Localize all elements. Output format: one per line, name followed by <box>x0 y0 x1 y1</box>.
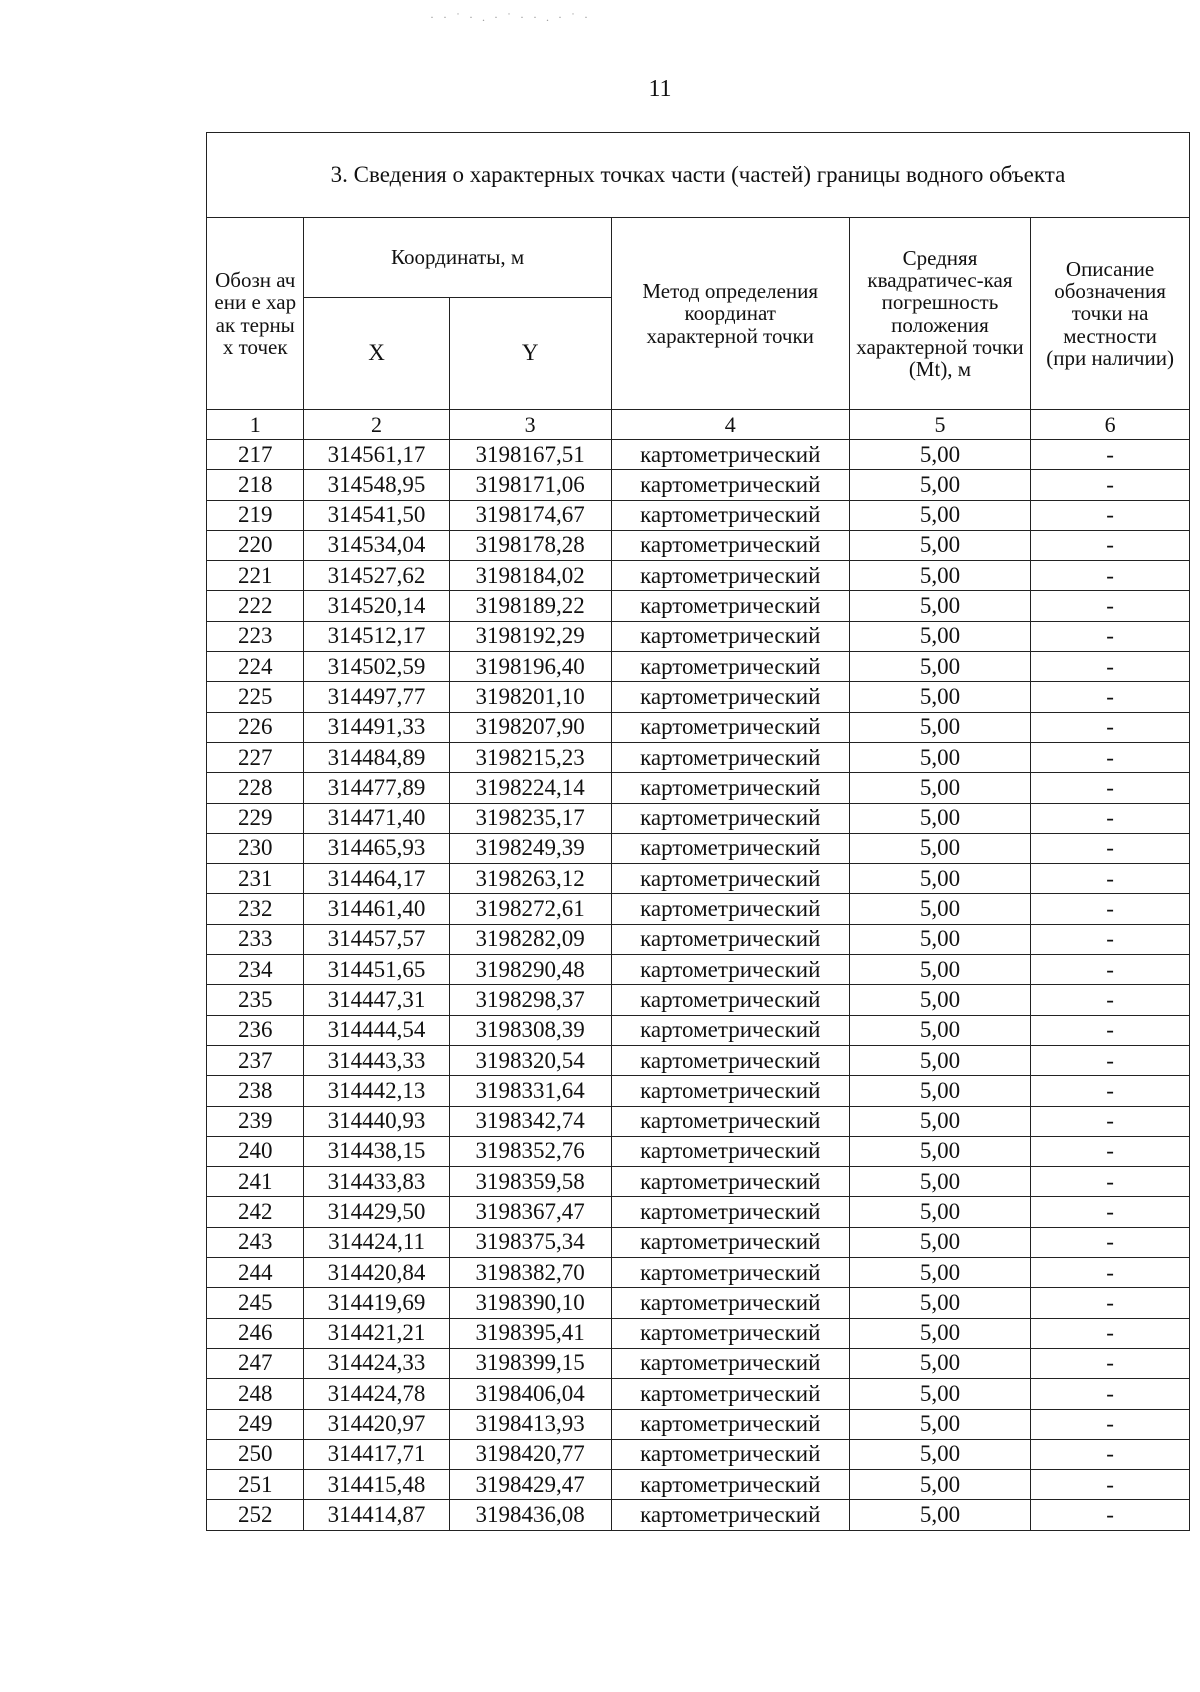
table-row <box>207 773 1190 803</box>
description-cell: - <box>1031 530 1190 560</box>
method-cell: картометрический <box>611 894 849 924</box>
method-cell: картометрический <box>611 1348 849 1378</box>
description-cell: - <box>1031 1015 1190 1045</box>
description-cell: - <box>1031 621 1190 651</box>
table-row <box>207 530 1190 560</box>
point-number-cell: 239 <box>207 1106 304 1136</box>
y-coordinate-cell: 3198249,39 <box>449 833 611 863</box>
point-number-cell: 250 <box>207 1439 304 1469</box>
table-row <box>207 985 1190 1015</box>
description-cell: - <box>1031 1379 1190 1409</box>
x-coordinate-cell: 314491,33 <box>304 712 449 742</box>
x-coordinate-cell: 314457,57 <box>304 924 449 954</box>
point-number-cell: 232 <box>207 894 304 924</box>
point-number-cell: 222 <box>207 591 304 621</box>
header-designation: Обозн ачени е харак терны х точек <box>207 218 304 410</box>
method-cell: картометрический <box>611 1197 849 1227</box>
x-coordinate-cell: 314421,21 <box>304 1318 449 1348</box>
scan-noise: · · ˙ · . · ˙ · · . · ˙ · <box>430 10 591 24</box>
description-cell: - <box>1031 500 1190 530</box>
description-cell: - <box>1031 773 1190 803</box>
table-title: 3. Сведения о характерных точках части (частей) границы водного объекта <box>207 133 1190 218</box>
y-coordinate-cell: 3198436,08 <box>449 1500 611 1530</box>
description-cell: - <box>1031 682 1190 712</box>
point-number-cell: 226 <box>207 712 304 742</box>
x-coordinate-cell: 314424,11 <box>304 1227 449 1257</box>
header-method: Метод определения координат характерной точки <box>611 218 849 410</box>
y-coordinate-cell: 3198178,28 <box>449 530 611 560</box>
point-number-cell: 220 <box>207 530 304 560</box>
description-cell: - <box>1031 591 1190 621</box>
error-cell: 5,00 <box>849 1015 1030 1045</box>
error-cell: 5,00 <box>849 1470 1030 1500</box>
description-cell: - <box>1031 955 1190 985</box>
method-cell: картометрический <box>611 1318 849 1348</box>
y-coordinate-cell: 3198331,64 <box>449 1076 611 1106</box>
header-x: X <box>304 298 449 410</box>
error-cell: 5,00 <box>849 1318 1030 1348</box>
description-cell: - <box>1031 742 1190 772</box>
method-cell: картометрический <box>611 1439 849 1469</box>
method-cell: картометрический <box>611 773 849 803</box>
table-row <box>207 1409 1190 1439</box>
table-header <box>207 133 1190 440</box>
x-coordinate-cell: 314440,93 <box>304 1106 449 1136</box>
description-cell: - <box>1031 1500 1190 1530</box>
y-coordinate-cell: 3198420,77 <box>449 1439 611 1469</box>
error-cell: 5,00 <box>849 1076 1030 1106</box>
y-coordinate-cell: 3198406,04 <box>449 1379 611 1409</box>
point-number-cell: 248 <box>207 1379 304 1409</box>
method-cell: картометрический <box>611 1167 849 1197</box>
point-number-cell: 240 <box>207 1136 304 1166</box>
point-number-cell: 228 <box>207 773 304 803</box>
description-cell: - <box>1031 833 1190 863</box>
y-coordinate-cell: 3198272,61 <box>449 894 611 924</box>
description-cell: - <box>1031 440 1190 470</box>
table-row <box>207 712 1190 742</box>
method-cell: картометрический <box>611 530 849 560</box>
x-coordinate-cell: 314477,89 <box>304 773 449 803</box>
table-row <box>207 652 1190 682</box>
description-cell: - <box>1031 894 1190 924</box>
y-coordinate-cell: 3198189,22 <box>449 591 611 621</box>
error-cell: 5,00 <box>849 955 1030 985</box>
method-cell: картометрический <box>611 561 849 591</box>
y-coordinate-cell: 3198196,40 <box>449 652 611 682</box>
point-number-cell: 218 <box>207 470 304 500</box>
x-coordinate-cell: 314541,50 <box>304 500 449 530</box>
method-cell: картометрический <box>611 803 849 833</box>
table-row <box>207 591 1190 621</box>
x-coordinate-cell: 314443,33 <box>304 1045 449 1075</box>
description-cell: - <box>1031 1197 1190 1227</box>
error-cell: 5,00 <box>849 440 1030 470</box>
method-cell: картометрический <box>611 1409 849 1439</box>
y-coordinate-cell: 3198207,90 <box>449 712 611 742</box>
x-coordinate-cell: 314464,17 <box>304 864 449 894</box>
method-cell: картометрический <box>611 621 849 651</box>
x-coordinate-cell: 314527,62 <box>304 561 449 591</box>
point-number-cell: 251 <box>207 1470 304 1500</box>
table-row <box>207 1348 1190 1378</box>
point-number-cell: 225 <box>207 682 304 712</box>
point-number-cell: 236 <box>207 1015 304 1045</box>
x-coordinate-cell: 314461,40 <box>304 894 449 924</box>
x-coordinate-cell: 314424,33 <box>304 1348 449 1378</box>
x-coordinate-cell: 314451,65 <box>304 955 449 985</box>
table-body <box>207 440 1190 1531</box>
point-number-cell: 246 <box>207 1318 304 1348</box>
point-number-cell: 237 <box>207 1045 304 1075</box>
point-number-cell: 238 <box>207 1076 304 1106</box>
error-cell: 5,00 <box>849 561 1030 591</box>
error-cell: 5,00 <box>849 1288 1030 1318</box>
point-number-cell: 234 <box>207 955 304 985</box>
point-number-cell: 224 <box>207 652 304 682</box>
x-coordinate-cell: 314444,54 <box>304 1015 449 1045</box>
column-number-row <box>207 410 1190 440</box>
page-number: 11 <box>648 76 672 102</box>
description-cell: - <box>1031 1258 1190 1288</box>
table-row <box>207 621 1190 651</box>
table-row <box>207 500 1190 530</box>
table-row <box>207 864 1190 894</box>
method-cell: картометрический <box>611 591 849 621</box>
x-coordinate-cell: 314548,95 <box>304 470 449 500</box>
error-cell: 5,00 <box>849 985 1030 1015</box>
x-coordinate-cell: 314447,31 <box>304 985 449 1015</box>
x-coordinate-cell: 314420,84 <box>304 1258 449 1288</box>
y-coordinate-cell: 3198192,29 <box>449 621 611 651</box>
description-cell: - <box>1031 1076 1190 1106</box>
y-coordinate-cell: 3198359,58 <box>449 1167 611 1197</box>
point-number-cell: 233 <box>207 924 304 954</box>
error-cell: 5,00 <box>849 621 1030 651</box>
method-cell: картометрический <box>611 1379 849 1409</box>
point-number-cell: 243 <box>207 1227 304 1257</box>
description-cell: - <box>1031 1136 1190 1166</box>
description-cell: - <box>1031 924 1190 954</box>
method-cell: картометрический <box>611 682 849 712</box>
boundary-points-table <box>206 132 1190 1531</box>
error-cell: 5,00 <box>849 1500 1030 1530</box>
description-cell: - <box>1031 470 1190 500</box>
error-cell: 5,00 <box>849 1379 1030 1409</box>
table-row <box>207 1227 1190 1257</box>
method-cell: картометрический <box>611 440 849 470</box>
table-row <box>207 742 1190 772</box>
y-coordinate-cell: 3198395,41 <box>449 1318 611 1348</box>
point-number-cell: 219 <box>207 500 304 530</box>
y-coordinate-cell: 3198429,47 <box>449 1470 611 1500</box>
error-cell: 5,00 <box>849 652 1030 682</box>
point-number-cell: 229 <box>207 803 304 833</box>
y-coordinate-cell: 3198382,70 <box>449 1258 611 1288</box>
error-cell: 5,00 <box>849 1409 1030 1439</box>
y-coordinate-cell: 3198298,37 <box>449 985 611 1015</box>
description-cell: - <box>1031 1439 1190 1469</box>
table-row <box>207 894 1190 924</box>
column-number: 1 <box>207 410 304 440</box>
error-cell: 5,00 <box>849 1227 1030 1257</box>
description-cell: - <box>1031 652 1190 682</box>
y-coordinate-cell: 3198174,67 <box>449 500 611 530</box>
method-cell: картометрический <box>611 1045 849 1075</box>
error-cell: 5,00 <box>849 833 1030 863</box>
table-row <box>207 682 1190 712</box>
y-coordinate-cell: 3198375,34 <box>449 1227 611 1257</box>
y-coordinate-cell: 3198201,10 <box>449 682 611 712</box>
error-cell: 5,00 <box>849 773 1030 803</box>
table-row <box>207 1197 1190 1227</box>
x-coordinate-cell: 314429,50 <box>304 1197 449 1227</box>
description-cell: - <box>1031 1318 1190 1348</box>
table-row <box>207 561 1190 591</box>
method-cell: картометрический <box>611 1258 849 1288</box>
point-number-cell: 223 <box>207 621 304 651</box>
x-coordinate-cell: 314414,87 <box>304 1500 449 1530</box>
y-coordinate-cell: 3198282,09 <box>449 924 611 954</box>
y-coordinate-cell: 3198263,12 <box>449 864 611 894</box>
y-coordinate-cell: 3198290,48 <box>449 955 611 985</box>
error-cell: 5,00 <box>849 1167 1030 1197</box>
point-number-cell: 241 <box>207 1167 304 1197</box>
x-coordinate-cell: 314442,13 <box>304 1076 449 1106</box>
table-row <box>207 1288 1190 1318</box>
error-cell: 5,00 <box>849 742 1030 772</box>
x-coordinate-cell: 314417,71 <box>304 1439 449 1469</box>
table-row <box>207 1106 1190 1136</box>
point-number-cell: 227 <box>207 742 304 772</box>
method-cell: картометрический <box>611 833 849 863</box>
y-coordinate-cell: 3198171,06 <box>449 470 611 500</box>
description-cell: - <box>1031 712 1190 742</box>
error-cell: 5,00 <box>849 530 1030 560</box>
table-row <box>207 1076 1190 1106</box>
method-cell: картометрический <box>611 742 849 772</box>
x-coordinate-cell: 314420,97 <box>304 1409 449 1439</box>
x-coordinate-cell: 314424,78 <box>304 1379 449 1409</box>
error-cell: 5,00 <box>849 1197 1030 1227</box>
point-number-cell: 235 <box>207 985 304 1015</box>
table-row <box>207 470 1190 500</box>
table-row <box>207 1439 1190 1469</box>
table-row <box>207 1500 1190 1530</box>
y-coordinate-cell: 3198342,74 <box>449 1106 611 1136</box>
error-cell: 5,00 <box>849 1439 1030 1469</box>
table-row <box>207 1167 1190 1197</box>
method-cell: картометрический <box>611 864 849 894</box>
error-cell: 5,00 <box>849 1106 1030 1136</box>
error-cell: 5,00 <box>849 924 1030 954</box>
point-number-cell: 244 <box>207 1258 304 1288</box>
error-cell: 5,00 <box>849 803 1030 833</box>
y-coordinate-cell: 3198224,14 <box>449 773 611 803</box>
description-cell: - <box>1031 803 1190 833</box>
point-number-cell: 230 <box>207 833 304 863</box>
method-cell: картометрический <box>611 1015 849 1045</box>
y-coordinate-cell: 3198184,02 <box>449 561 611 591</box>
table-row <box>207 1015 1190 1045</box>
description-cell: - <box>1031 1227 1190 1257</box>
y-coordinate-cell: 3198308,39 <box>449 1015 611 1045</box>
column-number: 6 <box>1031 410 1190 440</box>
table-row <box>207 803 1190 833</box>
method-cell: картометрический <box>611 1227 849 1257</box>
x-coordinate-cell: 314497,77 <box>304 682 449 712</box>
method-cell: картометрический <box>611 1470 849 1500</box>
x-coordinate-cell: 314415,48 <box>304 1470 449 1500</box>
y-coordinate-cell: 3198390,10 <box>449 1288 611 1318</box>
method-cell: картометрический <box>611 1076 849 1106</box>
y-coordinate-cell: 3198367,47 <box>449 1197 611 1227</box>
table-row <box>207 1045 1190 1075</box>
table-row <box>207 1379 1190 1409</box>
header-error: Средняя квадратичес-кая погрешность положения характерной точки (Mt), м <box>849 218 1030 410</box>
y-coordinate-cell: 3198167,51 <box>449 440 611 470</box>
point-number-cell: 247 <box>207 1348 304 1378</box>
description-cell: - <box>1031 1348 1190 1378</box>
point-number-cell: 221 <box>207 561 304 591</box>
error-cell: 5,00 <box>849 712 1030 742</box>
y-coordinate-cell: 3198399,15 <box>449 1348 611 1378</box>
description-cell: - <box>1031 561 1190 591</box>
header-y: Y <box>449 298 611 410</box>
column-number: 2 <box>304 410 449 440</box>
x-coordinate-cell: 314433,83 <box>304 1167 449 1197</box>
table-row <box>207 924 1190 954</box>
method-cell: картометрический <box>611 500 849 530</box>
x-coordinate-cell: 314471,40 <box>304 803 449 833</box>
x-coordinate-cell: 314419,69 <box>304 1288 449 1318</box>
x-coordinate-cell: 314561,17 <box>304 440 449 470</box>
x-coordinate-cell: 314465,93 <box>304 833 449 863</box>
description-cell: - <box>1031 985 1190 1015</box>
column-number: 5 <box>849 410 1030 440</box>
error-cell: 5,00 <box>849 682 1030 712</box>
description-cell: - <box>1031 1106 1190 1136</box>
method-cell: картометрический <box>611 1288 849 1318</box>
x-coordinate-cell: 314512,17 <box>304 621 449 651</box>
method-cell: картометрический <box>611 1136 849 1166</box>
error-cell: 5,00 <box>849 470 1030 500</box>
error-cell: 5,00 <box>849 1348 1030 1378</box>
description-cell: - <box>1031 1409 1190 1439</box>
table-row <box>207 1136 1190 1166</box>
table-row <box>207 1470 1190 1500</box>
method-cell: картометрический <box>611 1106 849 1136</box>
error-cell: 5,00 <box>849 591 1030 621</box>
point-number-cell: 217 <box>207 440 304 470</box>
point-number-cell: 252 <box>207 1500 304 1530</box>
error-cell: 5,00 <box>849 1136 1030 1166</box>
method-cell: картометрический <box>611 470 849 500</box>
method-cell: картометрический <box>611 1500 849 1530</box>
error-cell: 5,00 <box>849 864 1030 894</box>
error-cell: 5,00 <box>849 500 1030 530</box>
description-cell: - <box>1031 1167 1190 1197</box>
x-coordinate-cell: 314484,89 <box>304 742 449 772</box>
error-cell: 5,00 <box>849 894 1030 924</box>
point-number-cell: 242 <box>207 1197 304 1227</box>
point-number-cell: 245 <box>207 1288 304 1318</box>
description-cell: - <box>1031 1045 1190 1075</box>
method-cell: картометрический <box>611 985 849 1015</box>
x-coordinate-cell: 314438,15 <box>304 1136 449 1166</box>
description-cell: - <box>1031 1470 1190 1500</box>
y-coordinate-cell: 3198352,76 <box>449 1136 611 1166</box>
error-cell: 5,00 <box>849 1258 1030 1288</box>
description-cell: - <box>1031 1288 1190 1318</box>
table-row <box>207 440 1190 470</box>
point-number-cell: 231 <box>207 864 304 894</box>
table-row <box>207 955 1190 985</box>
error-cell: 5,00 <box>849 1045 1030 1075</box>
y-coordinate-cell: 3198215,23 <box>449 742 611 772</box>
method-cell: картометрический <box>611 652 849 682</box>
y-coordinate-cell: 3198320,54 <box>449 1045 611 1075</box>
method-cell: картометрический <box>611 712 849 742</box>
column-number: 3 <box>449 410 611 440</box>
point-number-cell: 249 <box>207 1409 304 1439</box>
y-coordinate-cell: 3198235,17 <box>449 803 611 833</box>
x-coordinate-cell: 314502,59 <box>304 652 449 682</box>
method-cell: картометрический <box>611 955 849 985</box>
description-cell: - <box>1031 864 1190 894</box>
x-coordinate-cell: 314534,04 <box>304 530 449 560</box>
x-coordinate-cell: 314520,14 <box>304 591 449 621</box>
y-coordinate-cell: 3198413,93 <box>449 1409 611 1439</box>
table-row <box>207 1258 1190 1288</box>
table-row <box>207 1318 1190 1348</box>
table-row <box>207 833 1190 863</box>
method-cell: картометрический <box>611 924 849 954</box>
header-description: Описание обозначения точки на местности (при наличии) <box>1031 218 1190 410</box>
header-coordinates: Координаты, м <box>304 218 611 298</box>
column-number: 4 <box>611 410 849 440</box>
